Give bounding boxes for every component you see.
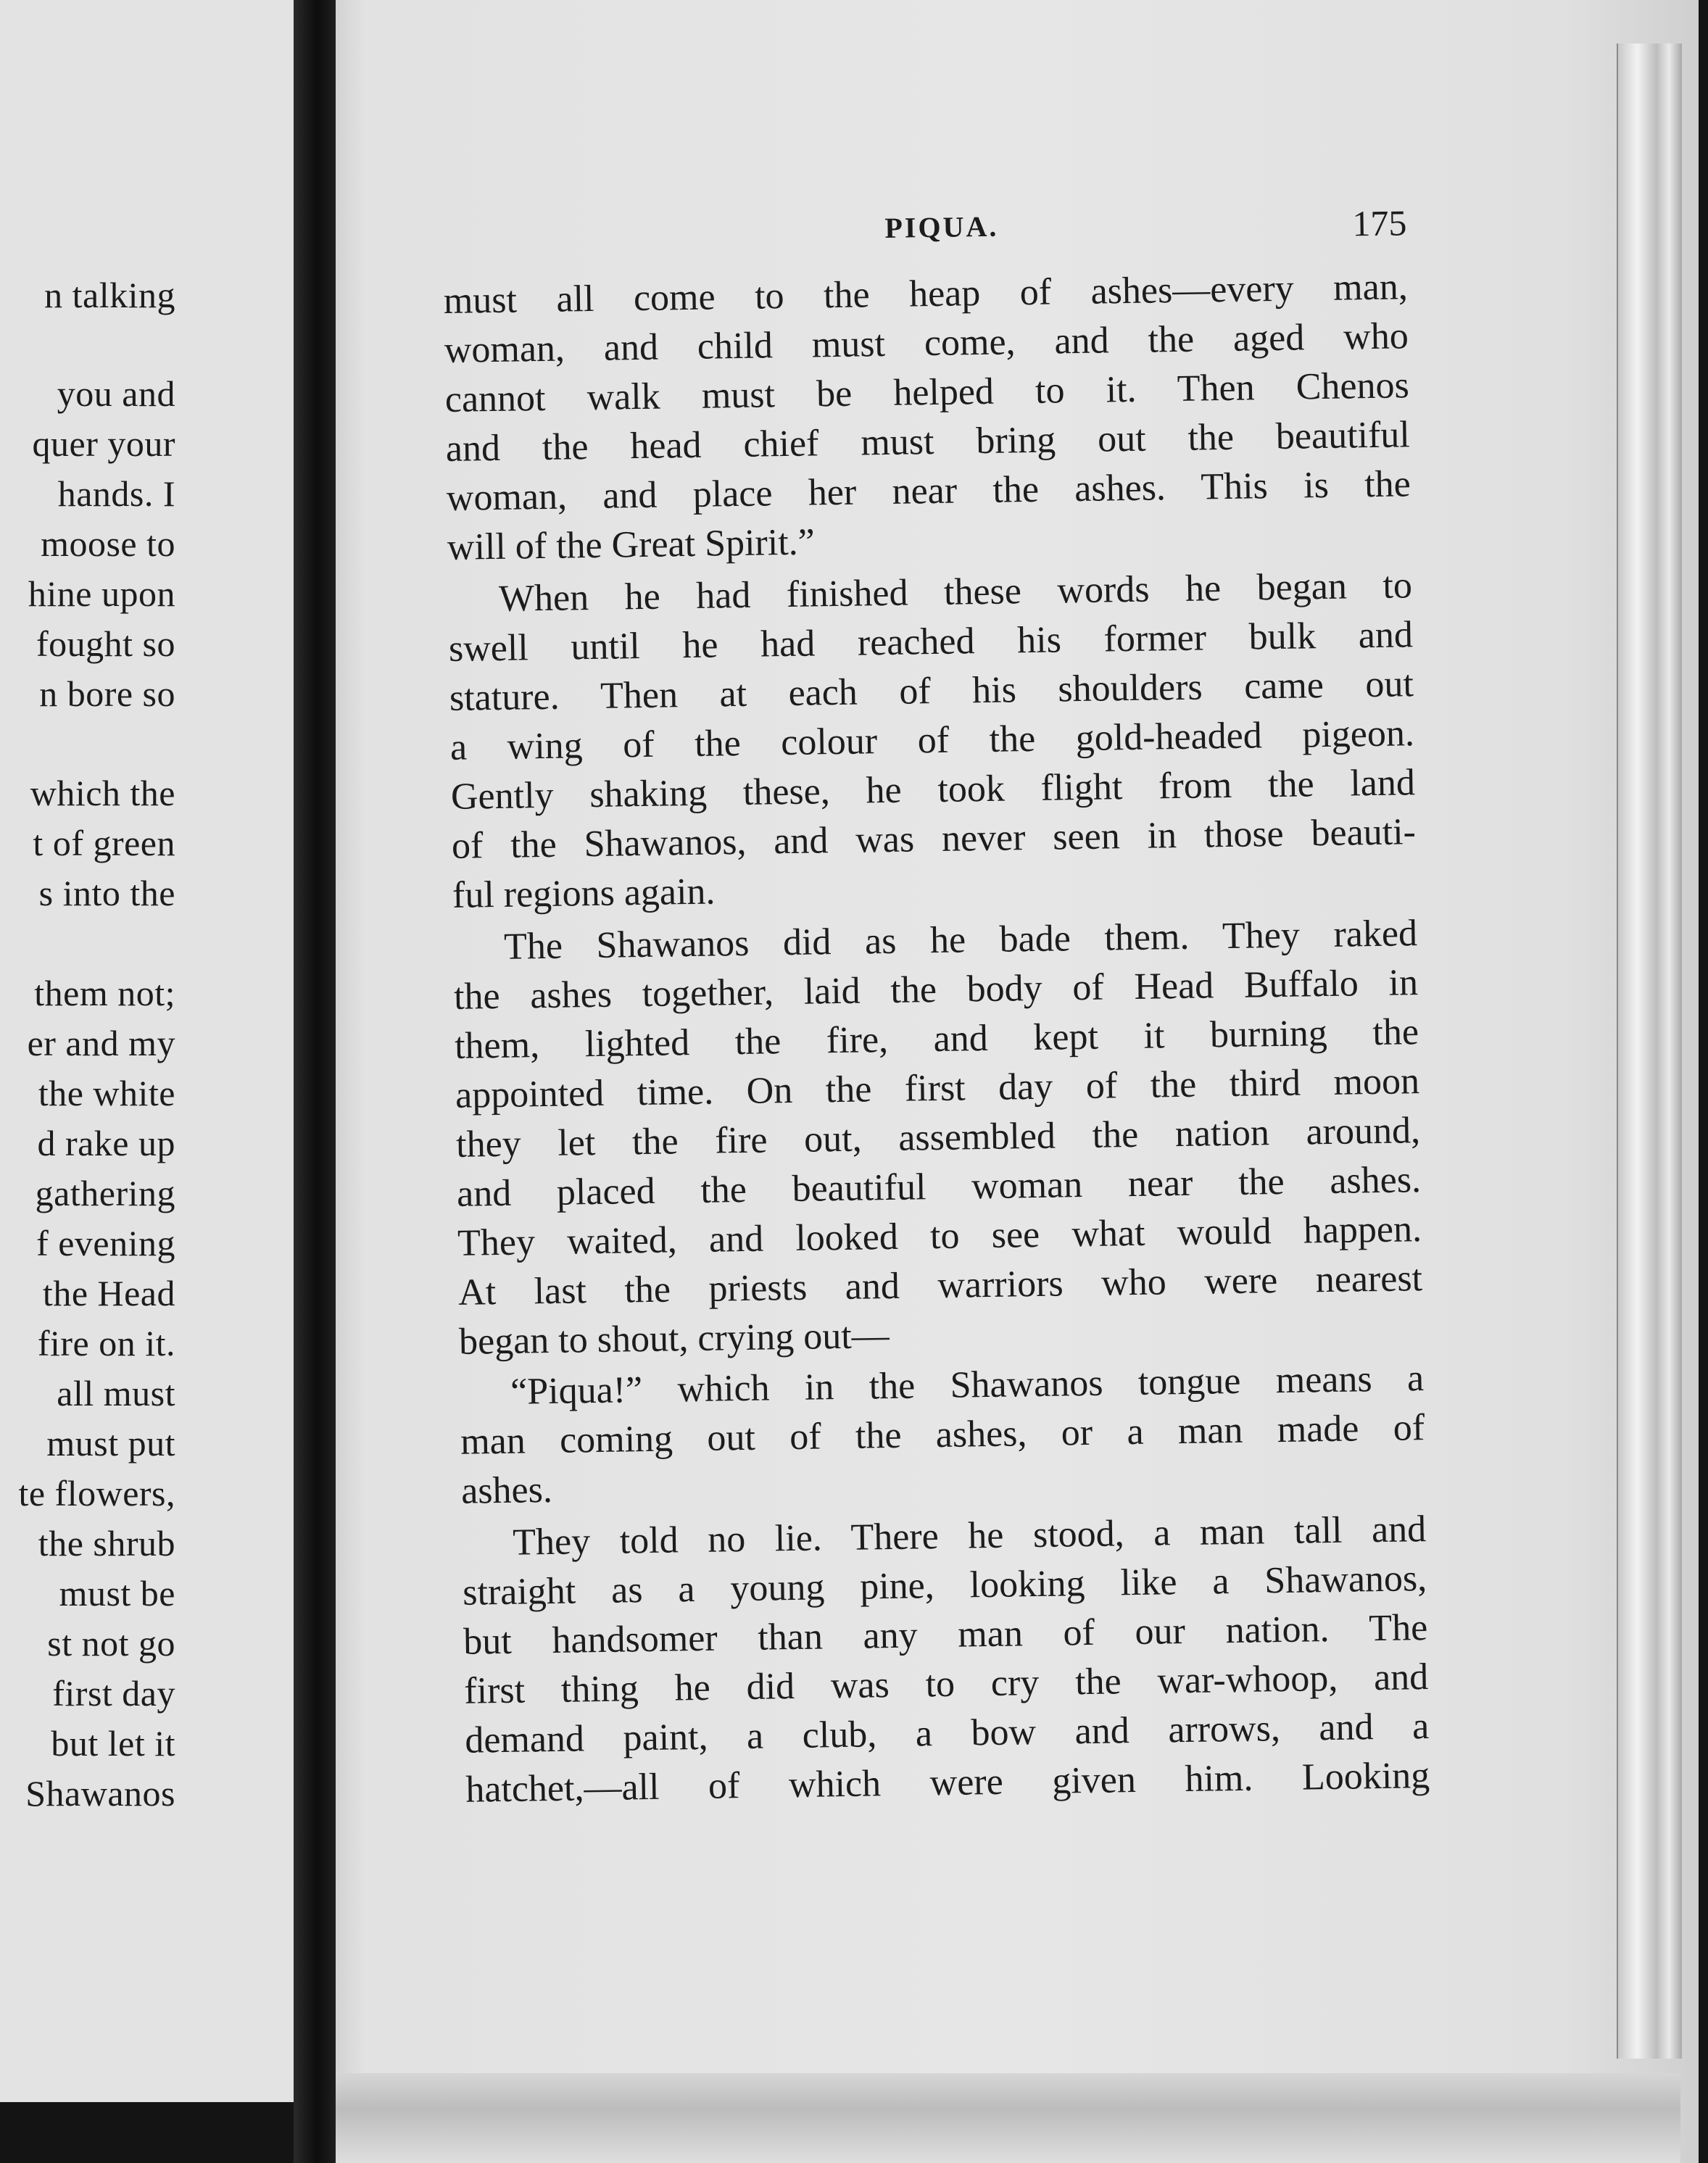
left-line: first day [52, 1673, 175, 1714]
left-line: te flowers, [18, 1473, 175, 1514]
text-line: they let the fire out, assembled the nation around, [455, 1110, 1421, 1166]
left-line: them not; [34, 973, 175, 1013]
right-page-text [442, 196, 1431, 1877]
text-line: a wing of the colour of the gold-headed pigeon. [449, 713, 1415, 768]
text-line: cannot walk must be helped to it. Then Chenos [444, 365, 1410, 420]
text-line: man coming out of the ashes, or a man made of [460, 1407, 1425, 1463]
text-line: the ashes together, laid the body of Head Buffalo in [453, 962, 1419, 1018]
text-line: stature. Then at each of his shoulders came out [449, 663, 1414, 719]
running-head [442, 203, 1407, 268]
book-gutter [294, 0, 336, 2163]
left-line: d rake up [37, 1123, 175, 1163]
left-line: n bore so [39, 673, 175, 714]
left-line: you and [57, 373, 175, 414]
text-line: must all come to the heap of ashes—every man, [443, 266, 1409, 322]
left-page [0, 0, 294, 2102]
text-line: of the Shawanos, and was never seen in those beauti- [451, 811, 1417, 867]
text-line: began to shout, crying out— [458, 1315, 890, 1363]
bottom-edge [336, 2073, 1680, 2163]
paragraph-start-line: When he had finished these words he began to [498, 565, 1413, 620]
left-line: hine upon [28, 573, 175, 614]
left-line: n talking [44, 275, 175, 315]
paragraph-start-line: They told no lie. There he stood, a man tall and [512, 1508, 1427, 1564]
text-line: hatchet,—all of which were given him. Looking [465, 1755, 1430, 1811]
text-line: demand paint, a club, a bow and arrows, and a [464, 1706, 1430, 1761]
paragraph-start-line: The Shawanos did as he bade them. They raked [503, 913, 1418, 968]
left-line: f evening [36, 1223, 175, 1263]
paragraph-start-line: “Piqua!” which in the Shawanos tongue means a [510, 1358, 1425, 1413]
text-line: ashes. [460, 1469, 553, 1512]
left-line: which the [30, 773, 175, 813]
text-line: and the head chief must bring out the beautiful [445, 414, 1411, 470]
text-line: At last the priests and warriors who were nearest [457, 1258, 1423, 1313]
text-line: them, lighted the fire, and kept it burning the [454, 1011, 1419, 1067]
left-line: must put [46, 1423, 175, 1464]
left-line: the Head [42, 1273, 175, 1313]
left-line: must be [59, 1573, 175, 1614]
left-line: gathering [35, 1173, 175, 1213]
left-line: fought so [36, 623, 175, 664]
page-edge [1617, 43, 1682, 2059]
left-line: the shrub [38, 1523, 175, 1564]
left-line: quer your [32, 423, 175, 464]
left-line: st not go [47, 1623, 175, 1664]
text-line: appointed time. On the first day of the third moon [455, 1060, 1420, 1116]
left-line: t of green [33, 823, 175, 863]
left-line: all must [57, 1373, 175, 1413]
left-line: s into the [38, 873, 175, 913]
left-page-text [0, 0, 181, 2102]
left-line: Shawanos [25, 1773, 175, 1814]
text-line: and placed the beautiful woman near the ashes. [456, 1159, 1422, 1215]
text-line: but handsomer than any man of our nation. The [463, 1607, 1428, 1663]
text-line: woman, and place her near the ashes. This is the [446, 463, 1411, 519]
text-line: swell until he had reached his former bulk and [448, 614, 1414, 670]
left-line: er and my [27, 1023, 175, 1063]
text-line: ful regions again. [452, 871, 716, 916]
page-number: 175 [1351, 202, 1407, 244]
left-line: hands. I [57, 473, 175, 514]
running-head-title: PIQUA. [884, 209, 999, 244]
left-line: moose to [41, 523, 175, 564]
text-line: first thing he did was to cry the war-whoop, and [463, 1656, 1429, 1712]
left-line: but let it [51, 1723, 175, 1764]
text-line: woman, and child must come, and the aged who [444, 315, 1409, 371]
text-line: They waited, and looked to see what would happen. [457, 1208, 1422, 1264]
text-line: Gently shaking these, he took flight from the land [450, 762, 1416, 818]
text-line: will of the Great Spirit.” [447, 521, 816, 568]
left-line: fire on it. [37, 1323, 175, 1363]
left-line: the white [38, 1073, 175, 1113]
text-line: straight as a young pine, looking like a Shawanos, [462, 1558, 1427, 1614]
